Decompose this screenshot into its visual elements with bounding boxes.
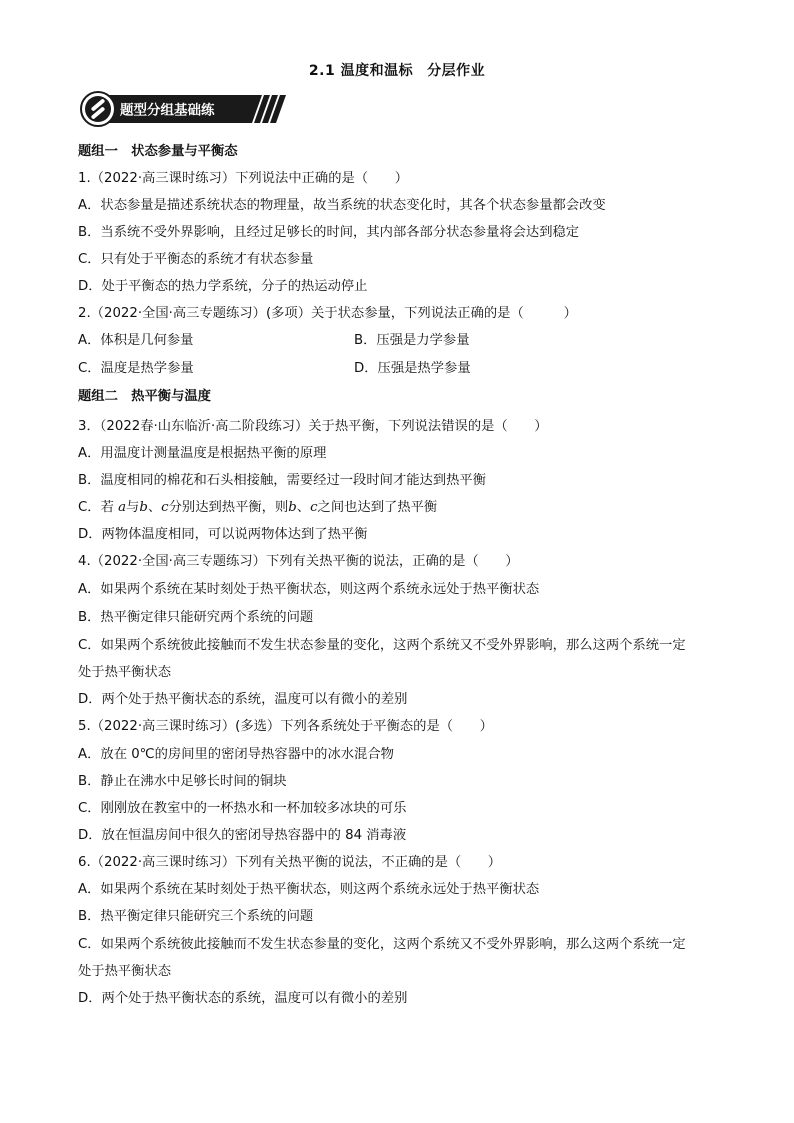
q3-c-var-b: b bbox=[139, 500, 148, 515]
q3-c-suffix: 之间也达到了热平衡 bbox=[317, 500, 438, 515]
q2-option-b: B．压强是力学参量 bbox=[354, 333, 470, 348]
q3-c-prefix: C．若 bbox=[78, 500, 119, 515]
q6-option-a: A．如果两个系统在某时刻处于热平衡状态，则这两个系统永远处于热平衡状态 bbox=[78, 882, 540, 897]
title-suffix: 分层作业 bbox=[427, 63, 486, 79]
q3-c-var-b2: b bbox=[288, 500, 297, 515]
q1-option-c: C．只有处于平衡态的系统才有状态参量 bbox=[78, 252, 314, 267]
q5-option-d: D．放在恒温房间中很久的密闭导热容器中的 84 消毒液 bbox=[78, 828, 407, 843]
q2-option-a: A．体积是几何参量 bbox=[78, 333, 194, 348]
q5-option-c: C．刚刚放在教室中的一杯热水和一杯加较多冰块的可乐 bbox=[78, 801, 407, 816]
q4-option-c-line2: 处于热平衡状态 bbox=[78, 665, 172, 680]
q6-option-c-line2: 处于热平衡状态 bbox=[78, 964, 172, 979]
page-title bbox=[0, 60, 794, 80]
q1-option-a: A．状态参量是描述系统状态的物理量，故当系统的状态变化时，其各个状态参量都会改变 bbox=[78, 198, 606, 213]
title-main: 2.1 温度和温标 bbox=[308, 63, 414, 79]
q5-option-a: A．放在 0℃的房间里的密闭导热容器中的冰水混合物 bbox=[78, 747, 394, 762]
q3-c-var-a: a bbox=[118, 500, 127, 515]
q3-c-text-4: 、 bbox=[296, 500, 311, 515]
q3-c-text-3: 分别达到热平衡，则 bbox=[168, 500, 289, 515]
q3-option-b: B．温度相同的棉花和石头相接触，需要经过一段时间才能达到热平衡 bbox=[78, 473, 487, 488]
q3-c-text-1: 与 bbox=[126, 500, 140, 515]
group1-heading: 题组一 状态参量与平衡态 bbox=[78, 144, 238, 159]
q4-option-b: B．热平衡定律只能研究两个系统的问题 bbox=[78, 610, 314, 625]
q4-option-d: D．两个处于热平衡状态的系统，温度可以有微小的差别 bbox=[78, 692, 408, 707]
q3-stem: 3．（2022春·山东临沂·高二阶段练习）关于热平衡，下列说法错误的是（ ） bbox=[78, 419, 548, 434]
q3-option-c bbox=[78, 499, 437, 517]
q6-option-d: D．两个处于热平衡状态的系统，温度可以有微小的差别 bbox=[78, 991, 408, 1006]
q1-stem: 1.（2022·高三课时练习）下列说法中正确的是（ ） bbox=[78, 171, 408, 186]
q6-option-b: B．热平衡定律只能研究三个系统的问题 bbox=[78, 909, 314, 924]
q4-option-c-line1: C．如果两个系统彼此接触而不发生状态参量的变化，这两个系统又不受外界影响，那么这两个系统一定 bbox=[78, 638, 686, 653]
q4-stem: 4.（2022·全国·高三专题练习）下列有关热平衡的说法，正确的是（ ） bbox=[78, 554, 519, 569]
q4-option-a: A．如果两个系统在某时刻处于热平衡状态，则这两个系统永远处于热平衡状态 bbox=[78, 582, 540, 597]
q1-option-b: B．当系统不受外界影响，且经过足够长的时间，其内部各部分状态参量将会达到稳定 bbox=[78, 225, 580, 240]
q3-option-a: A．用温度计测量温度是根据热平衡的原理 bbox=[78, 446, 327, 461]
q6-stem: 6.（2022·高三课时练习）下列有关热平衡的说法，不正确的是（ ） bbox=[78, 855, 502, 870]
q2-option-d: D．压强是热学参量 bbox=[354, 361, 471, 376]
q3-option-d: D．两物体温度相同，可以说两物体达到了热平衡 bbox=[78, 527, 368, 542]
q3-c-var-c: c bbox=[161, 500, 169, 515]
section-banner bbox=[80, 91, 290, 127]
banner-label: 题型分组基础练 bbox=[120, 102, 215, 119]
q6-option-c-line1: C．如果两个系统彼此接触而不发生状态参量的变化，这两个系统又不受外界影响，那么这两个系统一定 bbox=[78, 937, 686, 952]
q2-stem: 2.（2022·全国·高三专题练习）(多项）关于状态参量，下列说法正确的是（ ） bbox=[78, 306, 577, 321]
q2-option-c: C．温度是热学参量 bbox=[78, 361, 194, 376]
q3-c-var-c2: c bbox=[310, 500, 318, 515]
q5-option-b: B．静止在沸水中足够长时间的铜块 bbox=[78, 774, 287, 789]
q1-option-d: D．处于平衡态的热力学系统，分子的热运动停止 bbox=[78, 279, 368, 294]
q3-c-text-2: 、 bbox=[147, 500, 162, 515]
q5-stem: 5.（2022·高三课时练习）(多选）下列各系统处于平衡态的是（ ） bbox=[78, 719, 493, 734]
group2-heading: 题组二 热平衡与温度 bbox=[78, 389, 211, 404]
